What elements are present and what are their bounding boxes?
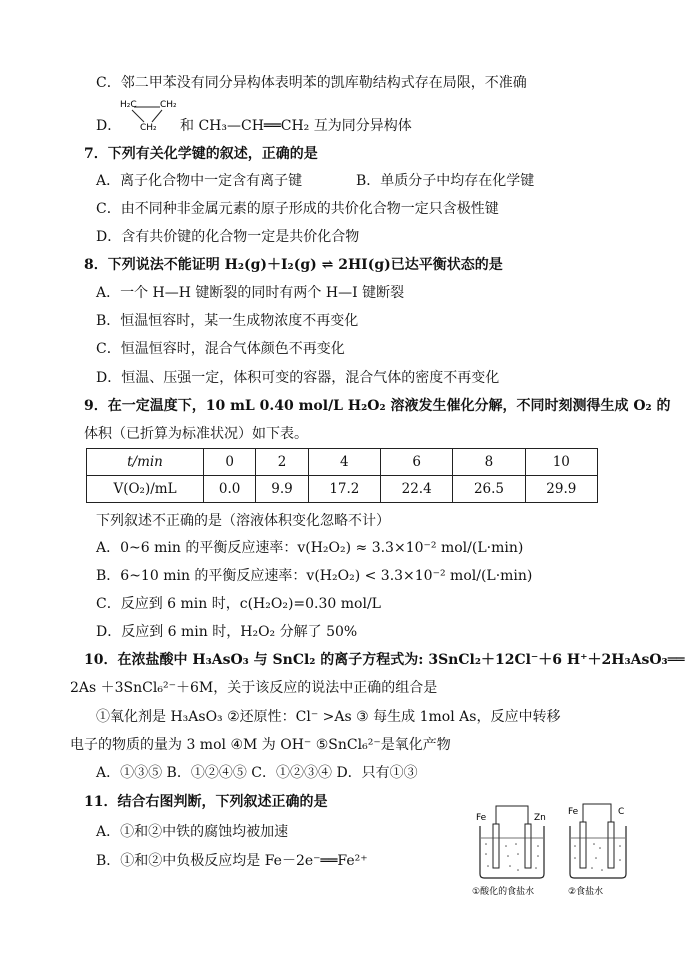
beaker — [480, 826, 544, 878]
cyclo-ch2-left: H₂C — [120, 100, 137, 110]
cell-diagram-1 — [470, 798, 560, 898]
table-cell: V(O₂)/mL — [87, 476, 204, 503]
q10-statements-2: 电子的物质的量为 3 mol ④M 为 OH⁻ ⑤SnCl₆²⁻是氧化产物 — [70, 737, 451, 753]
electrode-label-fe: Fe — [476, 813, 487, 823]
table-cell: 9.9 — [256, 476, 308, 503]
q9-stem-1: 9．在一定温度下，10 mL 0.40 mol/L H₂O₂ 溶液发生催化分解，不同时刻测得生成 O₂ 的 — [84, 398, 671, 414]
q6-option-d-label: D． — [96, 118, 122, 134]
q11-option-a: A．①和②中铁的腐蚀均被加速 — [96, 824, 289, 840]
beaker — [570, 826, 626, 878]
q7-option-a: A．离子化合物中一定含有离子键 — [96, 173, 303, 189]
electrode-label-fe: Fe — [568, 807, 579, 817]
cell-caption-2: ②食盐水 — [568, 887, 604, 897]
q10-stem-2: 2As ＋3SnCl₆²⁻＋6M，关于该反应的说法中正确的组合是 — [70, 680, 438, 696]
q6-option-d-text: 和 CH₃—CH══CH₂ 互为同分异构体 — [180, 118, 412, 134]
table-row — [87, 476, 598, 503]
q7-option-c: C．由不同种非金属元素的原子形成的共价化合物一定只含极性键 — [96, 201, 499, 217]
q7-option-d: D．含有共价键的化合物一定是共价化合物 — [96, 229, 360, 245]
table-cell: 8 — [453, 449, 525, 476]
q10-stem-1: 10．在浓盐酸中 H₃AsO₃ 与 SnCl₂ 的离子方程式为: 3SnCl₂＋12Cl⁻＋6 H⁺＋2H₃AsO₃══ — [84, 652, 685, 668]
q6-option-c: C．邻二甲苯没有同分异构体表明苯的凯库勒结构式存在局限，不准确 — [96, 75, 527, 91]
q8-stem: 8．下列说法不能证明 H₂(g)＋I₂(g) ⇌ 2HI(g)已达平衡状态的是 — [84, 257, 503, 273]
q10-options: A．①③⑤ B．①②④⑤ C．①②③④ D．只有①③ — [96, 765, 418, 781]
electrode-label-zn: Zn — [534, 813, 546, 823]
electrode-fe — [493, 824, 499, 868]
q9-option-b: B．6~10 min 的平衡反应速率：v(H₂O₂) < 3.3×10⁻² mol/(L·min) — [96, 568, 533, 584]
q11-option-b: B．①和②中负极反应均是 Fe－2e⁻══Fe²⁺ — [96, 853, 368, 869]
table-cell: 29.9 — [525, 476, 597, 503]
q7-option-b: B．单质分子中均存在化学键 — [356, 173, 535, 189]
o2-volume-table — [86, 448, 598, 503]
electrode-zn — [525, 824, 531, 868]
q7-stem: 7．下列有关化学键的叙述，正确的是 — [84, 146, 318, 162]
table-cell: 4 — [308, 449, 380, 476]
q8-option-b: B．恒温恒容时，某一生成物浓度不再变化 — [96, 313, 359, 329]
cyclo-ch2-right: CH₂ — [160, 100, 177, 110]
q9-option-a: A．0~6 min 的平衡反应速率：v(H₂O₂) ≈ 3.3×10⁻² mol/(L·min) — [96, 540, 524, 556]
q9-option-c: C．反应到 6 min 时，c(H₂O₂)=0.30 mol/L — [96, 596, 381, 612]
cyclo-ch2-bottom: CH₂ — [140, 123, 157, 133]
q10-statements-1: ①氧化剂是 H₃AsO₃ ②还原性：Cl⁻ >As ③ 每生成 1mol As，反应中转移 — [96, 709, 561, 725]
table-row — [87, 449, 598, 476]
table-cell: t/min — [87, 449, 204, 476]
table-cell: 6 — [381, 449, 453, 476]
q8-option-c: C．恒温恒容时，混合气体颜色不再变化 — [96, 341, 345, 357]
q8-option-d: D．恒温、压强一定，体积可变的容器，混合气体的密度不再变化 — [96, 370, 500, 386]
table-cell: 10 — [525, 449, 597, 476]
electrode-fe — [580, 822, 586, 868]
cell-caption-1: ①酸化的食盐水 — [472, 887, 535, 897]
table-cell: 17.2 — [308, 476, 380, 503]
electrode-label-c: C — [618, 807, 625, 817]
q9-option-d: D．反应到 6 min 时，H₂O₂ 分解了 50% — [96, 624, 358, 640]
q9-stem-2: 体积（已折算为标准状况）如下表。 — [84, 426, 308, 442]
q9-note: 下列叙述不正确的是（溶液体积变化忽略不计） — [96, 513, 390, 529]
electrode-c — [608, 822, 614, 868]
table-cell: 2 — [256, 449, 308, 476]
q11-stem: 11．结合右图判断，下列叙述正确的是 — [84, 794, 328, 810]
table-cell: 26.5 — [453, 476, 525, 503]
table-cell: 22.4 — [381, 476, 453, 503]
q8-option-a: A．一个 H—H 键断裂的同时有两个 H—I 键断裂 — [96, 285, 405, 301]
cyclopropane-structure — [112, 94, 184, 134]
table-cell: 0 — [204, 449, 256, 476]
table-cell: 0.0 — [204, 476, 256, 503]
cell-diagram-2 — [566, 798, 636, 898]
